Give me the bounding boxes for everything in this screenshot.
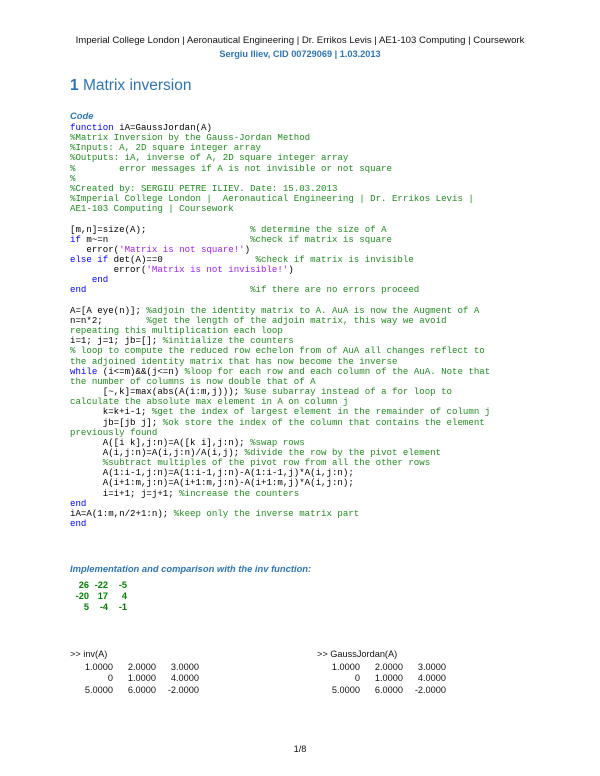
code-line	[70, 265, 540, 275]
code-text: det(A)==0	[108, 254, 256, 266]
code-block	[70, 123, 540, 529]
matrix-row	[70, 602, 540, 613]
code-comment: %	[70, 172, 76, 184]
page-header	[0, 35, 600, 59]
input-matrix	[70, 580, 540, 614]
result-cell: 0	[107, 673, 113, 684]
code-comment: %adjoin the identity matrix to A. AuA is now the Augment of A	[146, 304, 480, 316]
result-cell: 5.0000	[331, 684, 360, 695]
code-text: m~=n	[80, 233, 251, 245]
code-comment: % loop to compute the reduced row echelon from of AuA all changes reflect to	[70, 345, 485, 357]
code-comment: previously found	[70, 426, 158, 438]
code-comment: the adjoined identity matrix that has now become the inverse	[70, 355, 398, 367]
code-keyword: end	[70, 274, 109, 286]
code-comment: %check if matrix is invisible	[255, 254, 414, 266]
code-heading: Code	[70, 110, 94, 121]
code-text: [m,n]=size(A);	[70, 223, 251, 235]
gaussjordan-result-matrix	[317, 662, 446, 696]
code-text: A(i,j:n)=A(i,j:n)/A(i,j);	[70, 446, 245, 458]
matrix-cell: 26	[78, 580, 89, 590]
code-comment: %Inputs: A, 2D square integer array	[70, 142, 261, 154]
code-keyword: end	[70, 284, 87, 296]
code-string: 'Matrix is not invisible!'	[146, 264, 289, 276]
code-comment: %check if matrix is square	[250, 233, 392, 245]
code-comment: %use subarray instead of a for loop to	[244, 386, 453, 398]
matrix-cell: -20	[75, 591, 89, 602]
inv-result-matrix	[70, 662, 199, 696]
code-keyword: else if	[70, 254, 109, 266]
result-cell: 5.0000	[84, 684, 113, 695]
code-line	[70, 489, 540, 499]
code-text: )	[244, 243, 251, 255]
code-comment: %get the length of the adjoin matrix, this way we avoid	[146, 314, 447, 326]
matrix-cell: -22	[94, 580, 108, 590]
code-comment: the number of columns is now double that of A	[70, 375, 316, 387]
code-comment: %loop for each row and each column of the AuA. Note that	[184, 365, 491, 377]
result-cell: -2.0000	[414, 684, 446, 695]
code-line	[70, 204, 540, 214]
result-cell: 1.0000	[374, 673, 403, 684]
code-comment: %Matrix Inversion by the Gauss-Jordan Method	[70, 132, 311, 144]
code-keyword: if	[70, 233, 81, 245]
code-line	[70, 285, 540, 295]
code-text: i=i+1; j=j+1;	[70, 487, 180, 499]
code-comment: %if there are no errors proceed	[250, 284, 420, 296]
code-comment: %Created by: SERGIU PETRE ILIEV. Date: 15.03.2013	[70, 182, 338, 194]
code-comment: %increase the counters	[179, 487, 300, 499]
matrix-cell: 5	[83, 602, 89, 613]
code-comment: %Imperial College London | Aeronautical Engineering | Dr. Errikos Levis |	[70, 193, 474, 205]
code-comment: %initialize the counters	[162, 335, 294, 347]
matrix-cell: -4	[99, 602, 108, 613]
header-affiliation: Imperial College London | Aeronautical Engineering | Dr. Errikos Levis | AE1-103 Computing | Coursework	[75, 35, 525, 46]
matrix-cell: -5	[118, 580, 127, 590]
code-comment: %get the index of largest element in the remainder of column j	[151, 406, 491, 418]
code-line	[70, 164, 540, 174]
result-cell: 2.0000	[374, 662, 403, 672]
code-text: error(	[70, 264, 147, 276]
matrix-row	[70, 591, 540, 602]
result-cell: 6.0000	[127, 684, 156, 695]
code-text: A([i k],j:n)=A([k i],j:n);	[70, 436, 251, 448]
code-text: jb=[jb j];	[70, 416, 163, 428]
implementation-heading: Implementation and comparison with the inv function:	[70, 563, 312, 574]
result-cell: 4.0000	[417, 673, 446, 684]
code-comment: repeating this multiplication each loop	[70, 325, 283, 337]
section-number: 1	[70, 77, 79, 94]
header-author: Sergiu Iliev, CID 00729069 | 1.03.2013	[219, 49, 381, 59]
code-line	[70, 509, 540, 519]
code-comment: %keep only the inverse matrix part	[173, 507, 360, 519]
result-cell: 3.0000	[170, 662, 199, 672]
code-text: iA=A(1:m,n/2+1:n);	[70, 507, 174, 519]
code-keyword: while	[70, 365, 98, 377]
code-comment: AE1-103 Computing | Coursework	[70, 203, 234, 215]
matrix-cell: 4	[121, 591, 127, 602]
matrix-cell: -1	[118, 602, 127, 613]
code-text: [~,k]=max(abs(A(i:m,j)));	[70, 386, 245, 398]
section-title	[70, 77, 191, 95]
code-text: k=k+i-1;	[70, 406, 152, 418]
matrix-cell: 17	[97, 591, 108, 602]
matrix-row	[70, 580, 540, 591]
result-row	[70, 673, 199, 684]
code-comment: %Outputs: iA, inverse of A, 2D square integer array	[70, 152, 349, 164]
code-keyword: end	[70, 518, 87, 530]
code-line	[70, 519, 540, 529]
code-text: A(1:i-1,j:n)=A(1:i-1,j:n)-A(1:i-1,j)*A(i,j:n);	[70, 467, 354, 479]
code-string: 'Matrix is not square!'	[119, 243, 245, 255]
result-row	[70, 685, 199, 696]
result-cell: 3.0000	[417, 662, 446, 672]
code-comment: % determine the size of A	[250, 223, 387, 235]
code-text: n=n*2;	[70, 314, 147, 326]
code-text: A(i+1:m,j:n)=A(i+1:m,j:n)-A(i+1:m,j)*A(i,j:n);	[70, 477, 354, 489]
code-comment: %subtract multiples of the pivot row from all the other rows	[102, 457, 431, 469]
section-heading: Matrix inversion	[82, 77, 192, 94]
code-comment: %swap rows	[250, 436, 305, 448]
code-text	[86, 284, 250, 295]
code-comment: % error messages if A is not invisible or not square	[70, 162, 392, 174]
result-cell: 1.0000	[84, 662, 113, 672]
result-cell: 6.0000	[374, 684, 403, 695]
code-text: i=1; j=1; jb=[];	[70, 335, 163, 347]
code-comment: %divide the row by the pivot element	[244, 446, 442, 458]
result-row	[70, 662, 199, 673]
code-keyword: end	[70, 497, 87, 509]
inv-command: >> inv(A)	[70, 649, 108, 659]
code-text: )	[288, 264, 294, 276]
result-cell: -2.0000	[167, 684, 199, 695]
code-comment: %ok store the index of the column that contains the element	[162, 416, 485, 428]
result-cell: 1.0000	[331, 662, 360, 672]
result-cell: 0	[354, 673, 360, 684]
code-text: iA=GaussJordan(A)	[113, 122, 212, 133]
code-text: error(	[70, 243, 120, 255]
result-row	[317, 685, 446, 696]
page-number: 1/8	[293, 744, 307, 754]
code-text: (i<=m)&&(j<=n)	[97, 365, 185, 377]
code-text: A=[A eye(n)];	[70, 304, 147, 316]
result-row	[317, 662, 446, 673]
result-cell: 1.0000	[127, 673, 156, 684]
code-keyword: function	[70, 122, 114, 133]
gaussjordan-command: >> GaussJordan(A)	[317, 649, 398, 659]
result-cell: 4.0000	[170, 673, 199, 684]
result-row	[317, 673, 446, 684]
result-cell: 2.0000	[127, 662, 156, 672]
code-comment: calculate the absolute max element in A on column j	[70, 396, 349, 408]
